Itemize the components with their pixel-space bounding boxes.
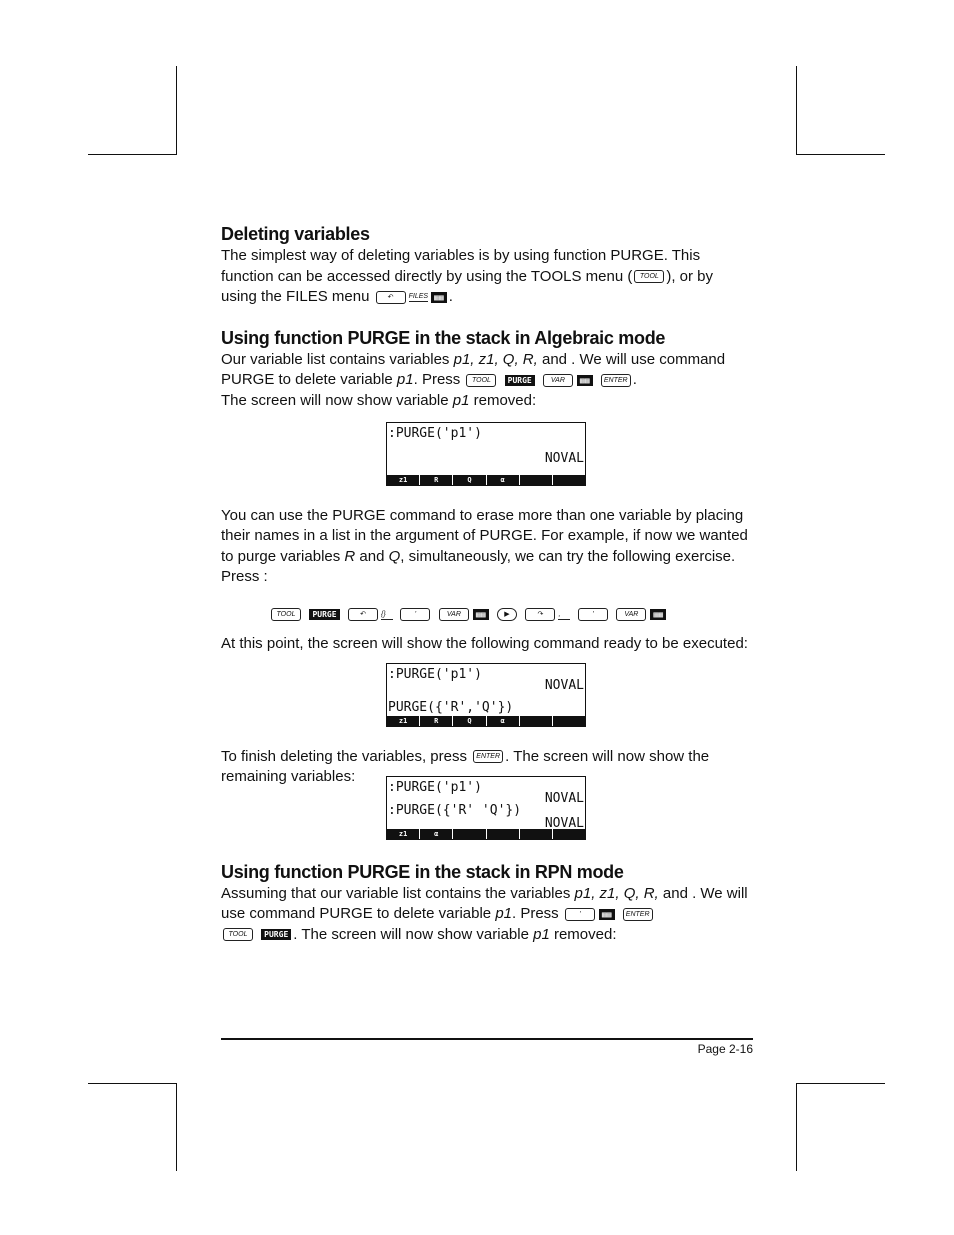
softkey-blank-icon: ▦▦: [599, 909, 615, 920]
crop-mark: [796, 1083, 885, 1084]
var-key-icon: VAR: [543, 374, 573, 387]
tool-key-icon: TOOL: [271, 608, 301, 621]
purge-softkey: PURGE: [505, 375, 535, 386]
section-heading-deleting-variables: Deleting variables: [221, 224, 370, 244]
enter-key-icon: ENTER: [623, 908, 653, 921]
calculator-screen-3: :PURGE('p1') NOVAL :PURGE({'R' 'Q'}) NOVAL z1 α: [386, 776, 586, 840]
tool-key-icon: TOOL: [634, 270, 664, 283]
crop-mark: [796, 154, 885, 155]
crop-mark: [88, 154, 177, 155]
crop-mark: [176, 1083, 177, 1171]
algebraic-paragraph-3: At this point, the screen will show the following command ready to be executed:: [221, 634, 748, 652]
deleting-variables-paragraph: The simplest way of deleting variables is by using function PURGE. This function can be accessed directly by using the TOOLS menu ( TOOL ), or by using the FILES menu ↶ FILES ▦▦ .: [221, 247, 714, 306]
right-arrow-key-icon: ▶: [497, 608, 517, 621]
page-number: Page 2-16: [697, 1042, 753, 1056]
comma-label: ,: [558, 610, 570, 620]
enter-key-icon: ENTER: [601, 374, 631, 387]
calculator-screen-1: :PURGE('p1') NOVAL z1 R Q α: [386, 422, 586, 486]
soft-menu: z1 α: [387, 829, 585, 839]
soft-menu: z1 R Q α: [387, 716, 585, 726]
tick-key-icon: ': [565, 908, 595, 921]
softkey-blank-icon: ▦▦: [431, 292, 447, 303]
keystroke-sequence: [269, 604, 753, 626]
var-key-icon: VAR: [439, 608, 469, 621]
crop-mark: [88, 1083, 177, 1084]
tool-key-icon: TOOL: [223, 928, 253, 941]
calculator-screen-2: :PURGE('p1') NOVAL PURGE({'R','Q'}) z1 R Q α: [386, 663, 586, 727]
rpn-paragraph: Assuming that our variable list contains the variables p1, z1, Q, R, and . We will use command PURGE to delete variable p1. Press ' ▦▦ ENTER TOOL PURGE . The screen will now show variable p1 removed:: [221, 884, 748, 943]
var-key-icon: VAR: [616, 608, 646, 621]
algebraic-paragraph-2: You can use the PURGE command to erase more than one variable by placing their names in a list in the argument of PURGE. For example, if now we wanted to purge variables R and Q, simultaneously, we can try the following exercise. Press :: [221, 506, 748, 586]
tool-key-icon: TOOL: [466, 374, 496, 387]
enter-key-icon: ENTER: [473, 750, 503, 763]
crop-mark: [176, 66, 177, 154]
algebraic-paragraph-4: To finish deleting the variables, press ENTER . The screen will now show the remaining variables:: [221, 747, 710, 786]
left-shift-key-icon: ↶: [348, 608, 378, 621]
right-shift-key-icon: ↷: [525, 608, 555, 621]
tick-key-icon: ': [400, 608, 430, 621]
section-heading-algebraic-mode: Using function PURGE in the stack in Algebraic mode: [221, 327, 666, 348]
page-content: [221, 222, 753, 946]
soft-menu: z1 R Q α: [387, 475, 585, 485]
files-label: FILES: [408, 293, 429, 301]
purge-softkey: PURGE: [261, 929, 291, 940]
purge-softkey: PURGE: [309, 609, 339, 620]
footer-rule: [221, 1038, 753, 1040]
softkey-blank-icon: ▦▦: [577, 375, 593, 386]
left-shift-key-icon: ↶: [376, 291, 406, 304]
section-heading-rpn-mode: Using function PURGE in the stack in RPN mode: [221, 861, 624, 882]
crop-mark: [796, 66, 797, 154]
tick-key-icon: ': [578, 608, 608, 621]
algebraic-paragraph-1: Our variable list contains variables p1, z1, Q, R, and . We will use command PURGE to delete variable p1. Press TOOL PURGE VAR ▦▦ ENTER . The screen will now show variable p1 removed:: [221, 350, 726, 409]
brace-label: {}: [381, 610, 393, 620]
crop-mark: [796, 1083, 797, 1171]
softkey-blank-icon: ▦▦: [473, 609, 489, 620]
softkey-blank-icon: ▦▦: [650, 609, 666, 620]
